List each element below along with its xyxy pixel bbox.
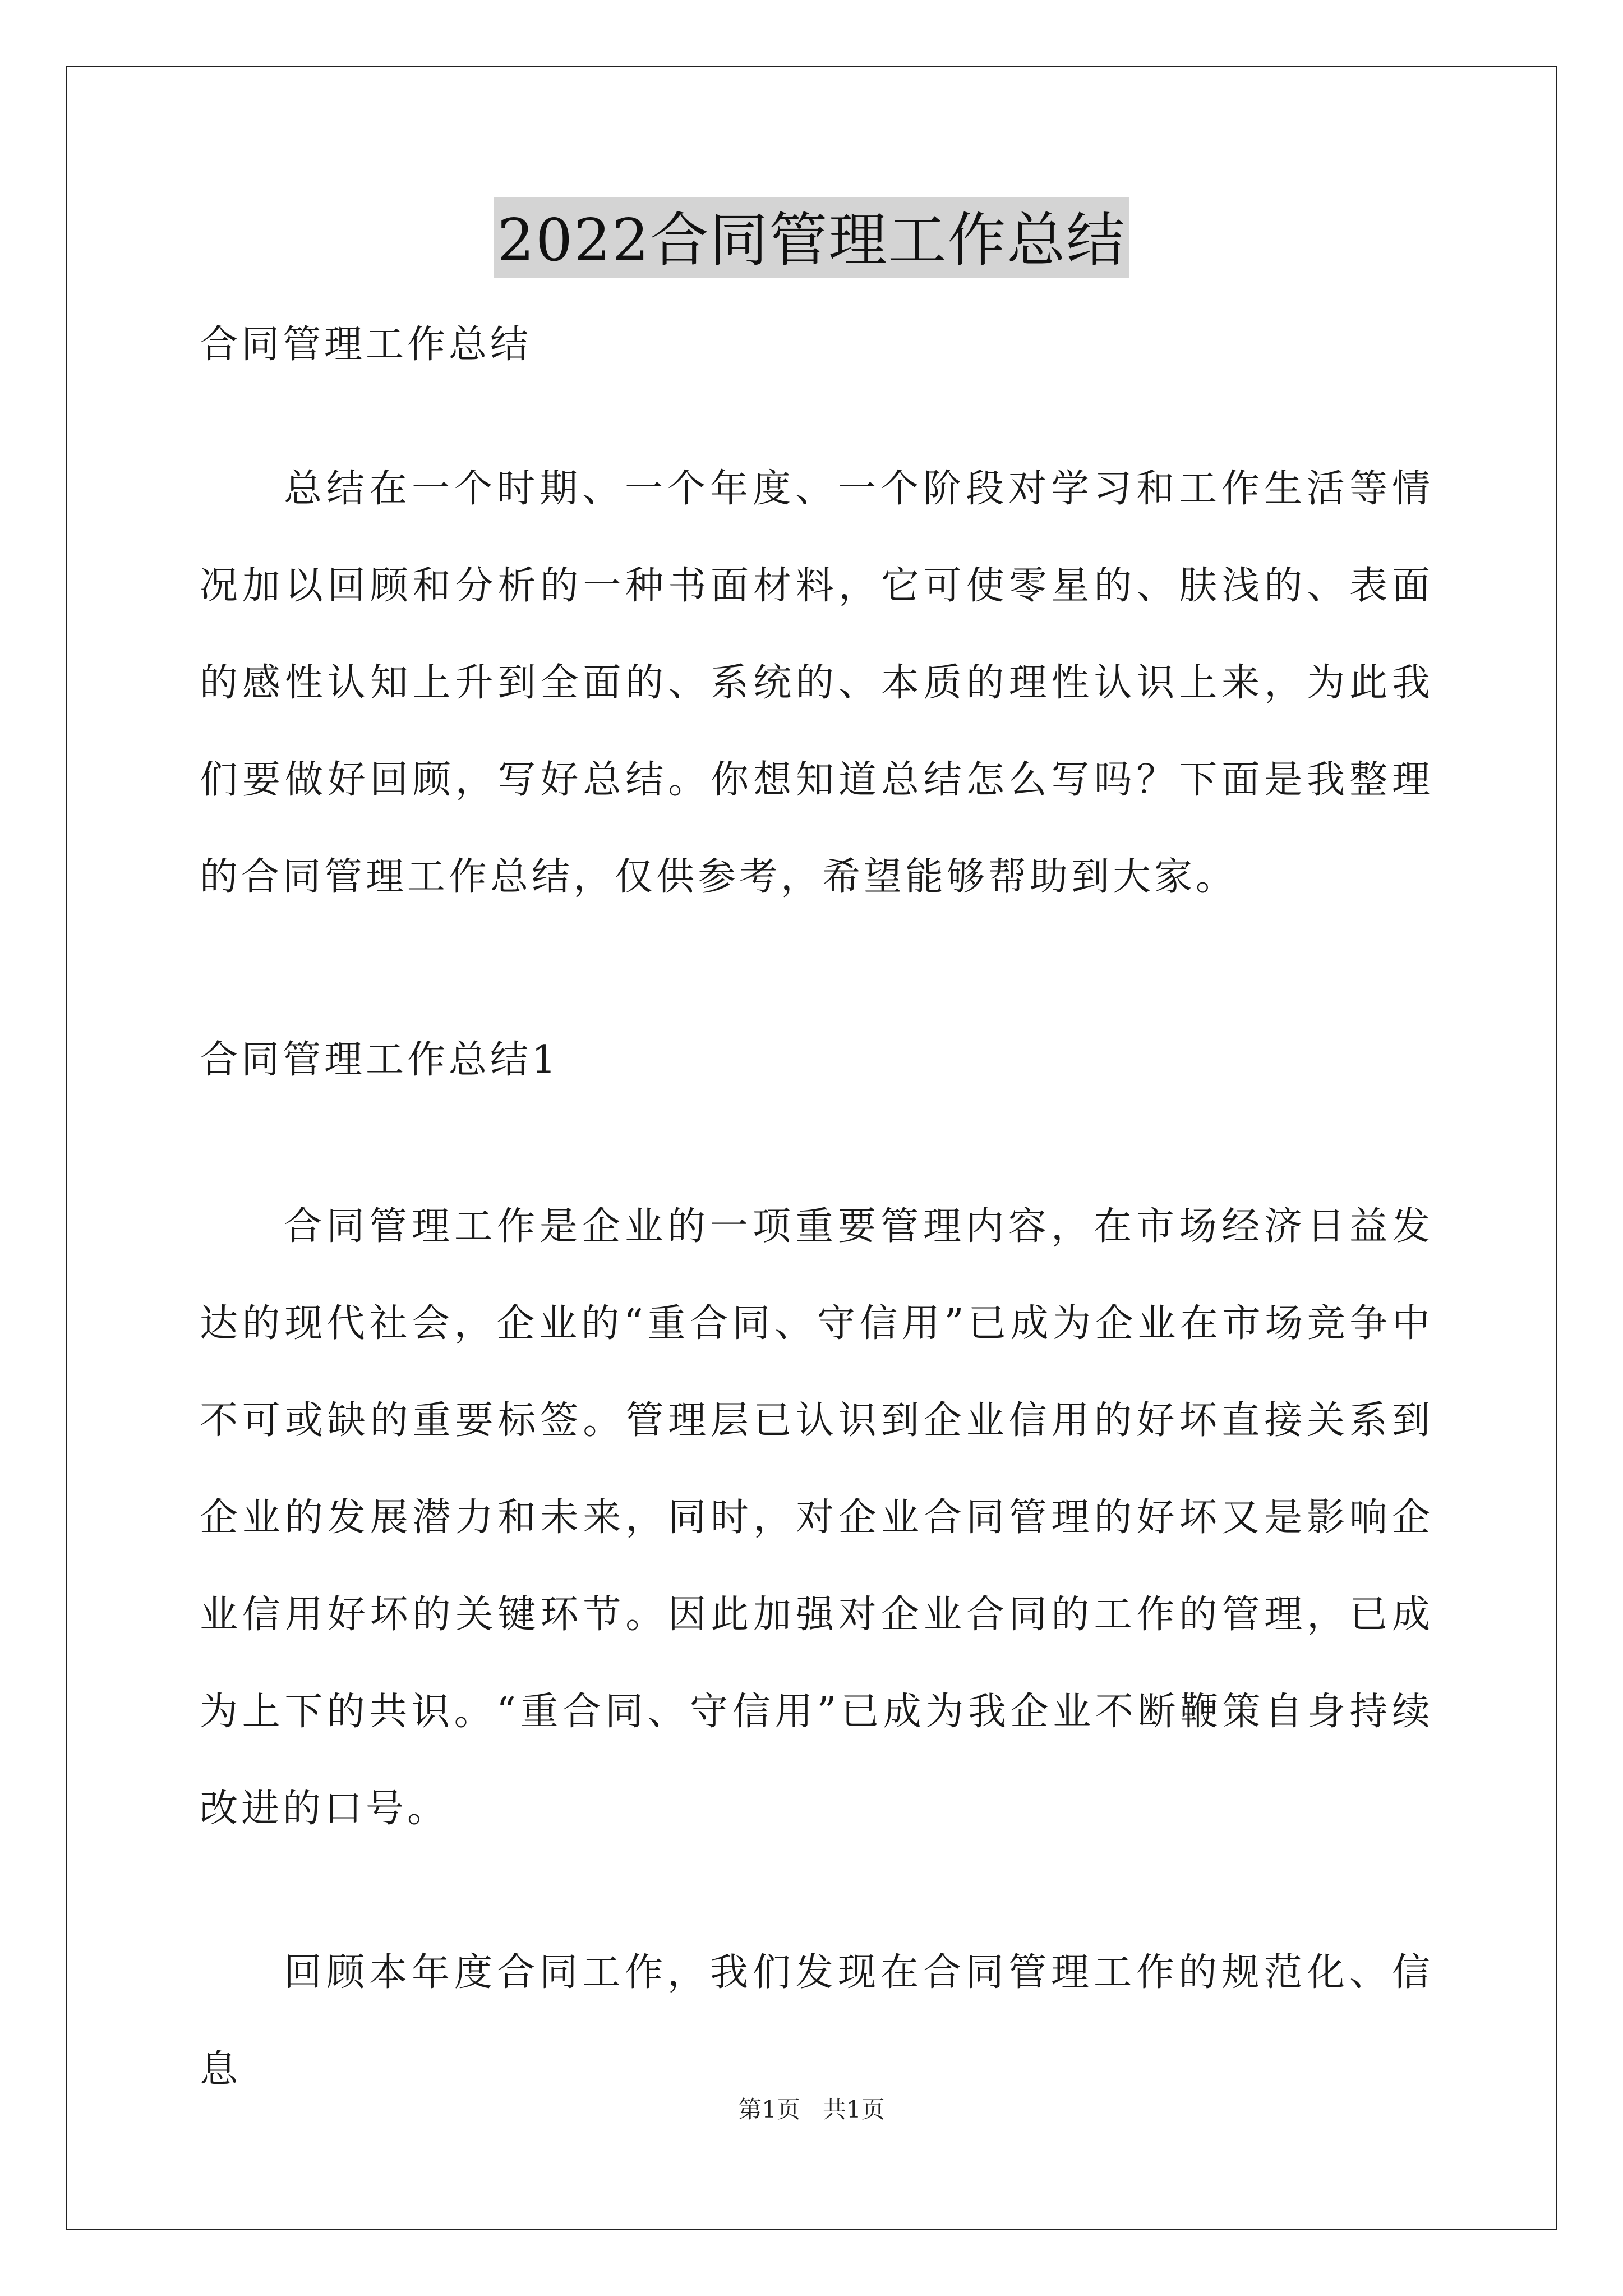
section-1-heading: 合同管理工作总结1 [200, 1038, 560, 1082]
document-subtitle: 合同管理工作总结 [200, 323, 532, 367]
document-title: 2022合同管理工作总结 [494, 197, 1129, 278]
section-1-paragraph-2: 回顾本年度合同工作，我们发现在合同管理工作的规范化、信息 [200, 1950, 1433, 2092]
section-1-paragraph-1: 合同管理工作是企业的一项重要管理内容，在市场经济日益发达的现代社会，企业的“重合同、守信用”已成为企业在市场竞争中不可或缺的重要标签。管理层已认识到企业信用的好坏直接关系到企业的发展潜力和未来，同时，对企业合同管理的好坏又是影响企业信用好坏的关键环节。因此加强对企业合同的工作的管理，已成为上下的共识。“重合同、守信用”已成为我企业不断鞭策自身持续改进的口号。 [200, 1204, 1433, 1831]
page-footer: 第1页 共1页 [738, 2096, 885, 2123]
page-border [66, 66, 1557, 2230]
title-container [0, 197, 1623, 278]
intro-paragraph: 总结在一个时期、一个年度、一个阶段对学习和工作生活等情况加以回顾和分析的一种书面材料，它可使零星的、肤浅的、表面的感性认知上升到全面的、系统的、本质的理性认识上来，为此我们要做好回顾，写好总结。你想知道总结怎么写吗？下面是我整理的合同管理工作总结，仅供参考，希望能够帮助到大家。 [200, 467, 1433, 899]
